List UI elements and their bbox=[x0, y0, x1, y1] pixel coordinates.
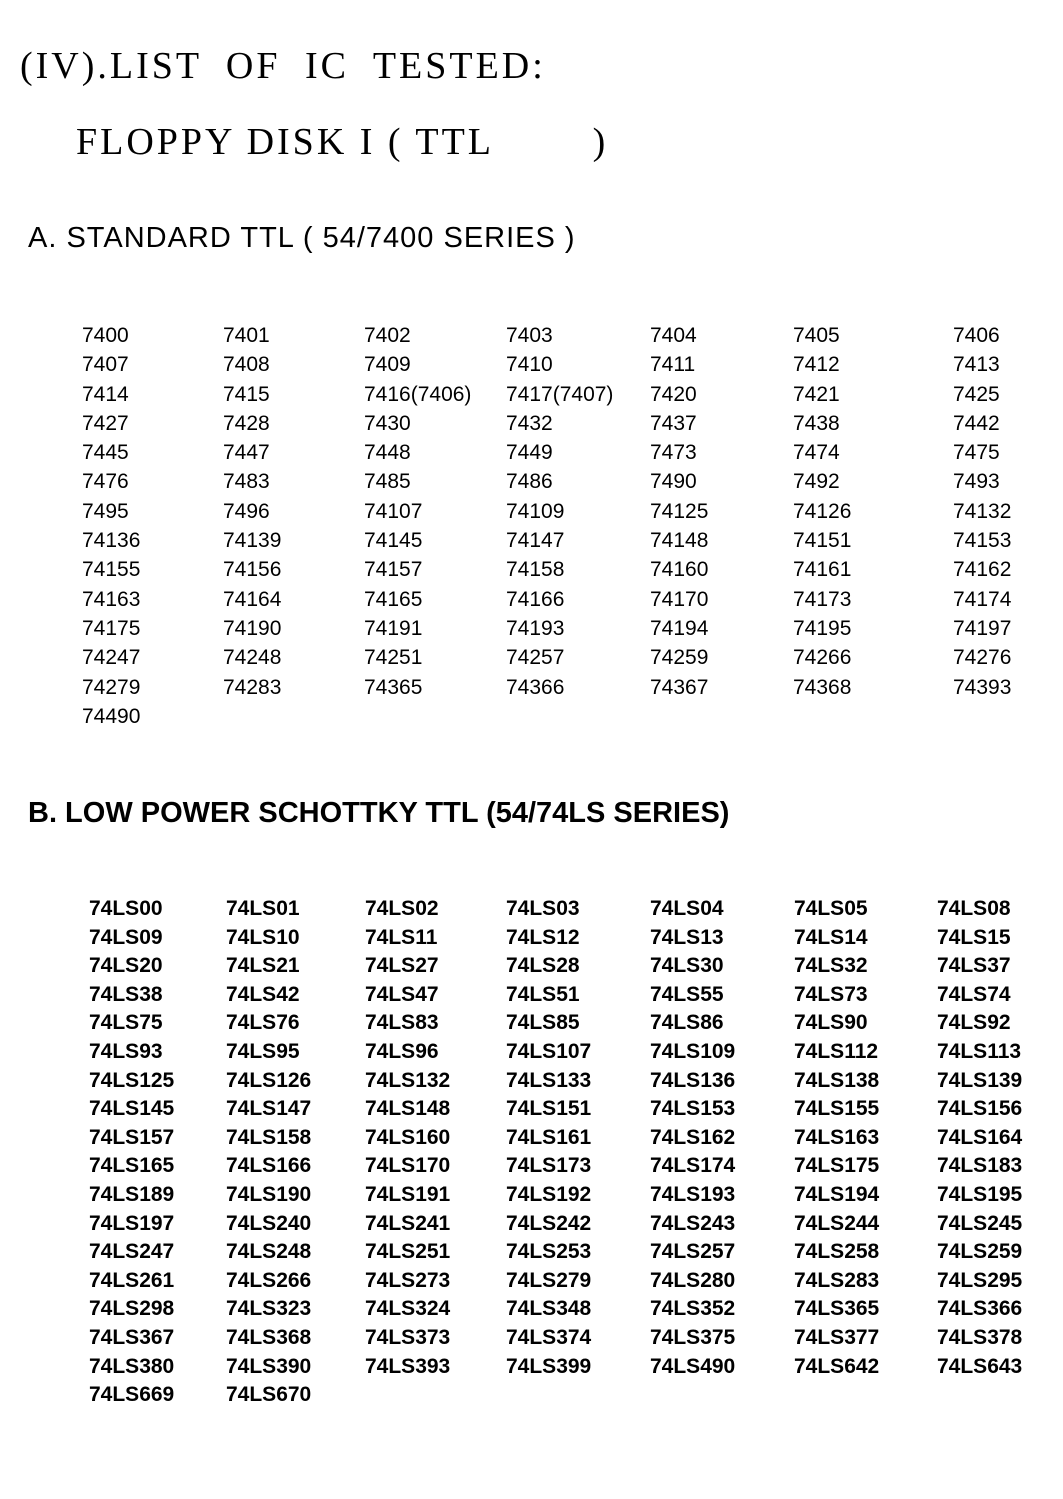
ic-part-number: 74LS86 bbox=[650, 1011, 724, 1035]
ic-part-number: 74LS283 bbox=[794, 1268, 880, 1292]
ic-part-number: 74LS377 bbox=[794, 1325, 880, 1349]
ic-part-number: 7492 bbox=[793, 470, 840, 494]
ic-part-number: 7413 bbox=[953, 353, 1000, 377]
ic-part-number: 74LS14 bbox=[794, 925, 868, 949]
ic-part-number: 74251 bbox=[364, 646, 423, 670]
ic-part-number: 74LS380 bbox=[89, 1354, 175, 1378]
ic-part-number: 74LS248 bbox=[226, 1240, 312, 1264]
ic-part-number: 74191 bbox=[364, 616, 423, 640]
ic-part-number: 74368 bbox=[793, 675, 852, 699]
ic-part-number: 74LS390 bbox=[226, 1354, 312, 1378]
ic-part-number: 7449 bbox=[506, 441, 553, 465]
ic-part-number: 74LS136 bbox=[650, 1068, 736, 1092]
ic-part-number: 74LS352 bbox=[650, 1297, 736, 1321]
ic-part-number: 74160 bbox=[650, 558, 709, 582]
ic-part-number: 7415 bbox=[223, 382, 270, 406]
ic-part-number: 74162 bbox=[953, 558, 1012, 582]
ic-part-number: 7406 bbox=[953, 324, 1000, 347]
ic-part-number: 74LS643 bbox=[937, 1354, 1023, 1378]
ic-part-number: 7496 bbox=[223, 499, 270, 523]
ic-part-number: 7430 bbox=[364, 411, 411, 435]
ic-part-number: 74LS160 bbox=[365, 1125, 451, 1149]
ic-part-number: 74195 bbox=[793, 616, 852, 640]
ic-part-number: 74LS195 bbox=[937, 1182, 1023, 1206]
ic-part-number: 74LS368 bbox=[226, 1325, 312, 1349]
ic-part-number: 74LS10 bbox=[226, 925, 300, 949]
ic-part-number: 74LS09 bbox=[89, 925, 163, 949]
ic-part-number: 74LS170 bbox=[365, 1154, 451, 1178]
ic-part-number: 74157 bbox=[364, 558, 423, 582]
ic-part-number: 74197 bbox=[953, 616, 1012, 640]
ic-part-number: 74LS27 bbox=[365, 954, 439, 978]
ic-part-number: 74LS253 bbox=[506, 1240, 592, 1264]
ic-part-number: 74LS194 bbox=[794, 1182, 880, 1206]
ic-part-number: 7442 bbox=[953, 411, 1000, 435]
ic-part-number: 74276 bbox=[953, 646, 1012, 670]
ic-part-number: 74109 bbox=[506, 499, 565, 523]
ic-part-number: 74170 bbox=[650, 587, 709, 611]
ic-part-number: 7411 bbox=[650, 353, 696, 377]
ic-part-number: 7485 bbox=[364, 470, 411, 494]
ic-part-number: 74LS28 bbox=[506, 954, 580, 978]
ic-part-number: 7473 bbox=[650, 441, 697, 465]
ic-part-number: 74193 bbox=[506, 616, 565, 640]
document-title: (IV).LIST OF IC TESTED: bbox=[20, 45, 546, 87]
ic-part-number: 74LS162 bbox=[650, 1125, 736, 1149]
ic-part-number: 74LS02 bbox=[365, 897, 439, 920]
ic-part-number: 74LS324 bbox=[365, 1297, 451, 1321]
ic-part-number: 74LS13 bbox=[650, 925, 724, 949]
ic-part-number: 74LS139 bbox=[937, 1068, 1023, 1092]
ic-part-number: 74126 bbox=[793, 499, 852, 523]
ic-part-number: 74LS04 bbox=[650, 897, 724, 920]
ic-part-number: 7421 bbox=[793, 382, 840, 406]
ic-part-number: 74LS374 bbox=[506, 1325, 592, 1349]
document-subtitle: FLOPPY DISK I ( TTL ) bbox=[76, 121, 609, 163]
ic-part-number: 7400 bbox=[82, 324, 129, 347]
section-a-ic-list bbox=[82, 322, 1023, 732]
ic-part-number: 74125 bbox=[650, 499, 709, 523]
ic-part-number: 74LS295 bbox=[937, 1268, 1023, 1292]
ic-part-number: 74158 bbox=[506, 558, 565, 582]
ic-part-number: 74367 bbox=[650, 675, 709, 699]
ic-part-number: 74LS83 bbox=[365, 1011, 439, 1035]
ic-part-number: 7414 bbox=[82, 382, 129, 406]
ic-part-number: 74259 bbox=[650, 646, 709, 670]
ic-part-number: 74LS145 bbox=[89, 1097, 175, 1121]
ic-part-number: 74LS73 bbox=[794, 982, 868, 1006]
ic-part-number: 7427 bbox=[82, 411, 129, 435]
ic-part-number: 74LS669 bbox=[89, 1383, 175, 1407]
ic-part-number: 7403 bbox=[506, 324, 553, 347]
ic-part-number: 7425 bbox=[953, 382, 1000, 406]
ic-part-number: 74148 bbox=[650, 529, 709, 553]
ic-part-number: 74LS642 bbox=[794, 1354, 880, 1378]
ic-part-number: 74LS107 bbox=[506, 1039, 592, 1063]
ic-part-number: 7428 bbox=[223, 411, 270, 435]
ic-part-number: 74LS393 bbox=[365, 1354, 451, 1378]
ic-part-number: 74LS166 bbox=[226, 1154, 312, 1178]
ic-part-number: 74LS96 bbox=[365, 1039, 439, 1063]
ic-part-number: 74LS399 bbox=[506, 1354, 592, 1378]
ic-part-number: 74LS76 bbox=[226, 1011, 300, 1035]
ic-part-number: 74LS261 bbox=[89, 1268, 175, 1292]
ic-part-number: 74LS03 bbox=[506, 897, 580, 920]
ic-part-number: 74LS01 bbox=[226, 897, 300, 920]
ic-part-number: 74LS193 bbox=[650, 1182, 736, 1206]
ic-part-number: 7486 bbox=[506, 470, 553, 494]
ic-part-number: 7409 bbox=[364, 353, 411, 377]
ic-part-number: 74LS161 bbox=[506, 1125, 592, 1149]
ic-part-number: 7438 bbox=[793, 411, 840, 435]
ic-part-number: 74365 bbox=[364, 675, 423, 699]
ic-part-number: 74161 bbox=[793, 558, 852, 582]
ic-part-number: 74194 bbox=[650, 616, 709, 640]
ic-part-number: 74LS113 bbox=[937, 1039, 1022, 1063]
ic-part-number: 74LS280 bbox=[650, 1268, 736, 1292]
ic-part-number: 74LS92 bbox=[937, 1011, 1011, 1035]
ic-part-number: 74190 bbox=[223, 616, 282, 640]
ic-part-number: 74LS30 bbox=[650, 954, 724, 978]
ic-part-number: 74145 bbox=[364, 529, 423, 553]
ic-part-number: 7408 bbox=[223, 353, 270, 377]
ic-part-number: 74490 bbox=[82, 704, 141, 728]
ic-part-number: 74LS298 bbox=[89, 1297, 175, 1321]
ic-part-number: 7416(7406) bbox=[364, 382, 472, 406]
ic-part-number: 74LS192 bbox=[506, 1182, 592, 1206]
ic-part-number: 74LS163 bbox=[794, 1125, 880, 1149]
ic-part-number: 74LS138 bbox=[794, 1068, 880, 1092]
ic-part-number: 7474 bbox=[793, 441, 840, 465]
ic-part-number: 74LS323 bbox=[226, 1297, 312, 1321]
ic-part-number: 74LS147 bbox=[226, 1097, 312, 1121]
ic-part-number: 74LS240 bbox=[226, 1211, 312, 1235]
ic-part-number: 74257 bbox=[506, 646, 565, 670]
ic-part-number: 74147 bbox=[506, 529, 565, 553]
ic-part-number: 74LS133 bbox=[506, 1068, 592, 1092]
ic-part-number: 7401 bbox=[223, 324, 270, 347]
ic-part-number: 74139 bbox=[223, 529, 282, 553]
ic-part-number: 74LS93 bbox=[89, 1039, 163, 1063]
ic-part-number: 74164 bbox=[223, 587, 282, 611]
ic-part-number: 74175 bbox=[82, 616, 141, 640]
ic-part-number: 7437 bbox=[650, 411, 697, 435]
ic-part-number: 74LS32 bbox=[794, 954, 868, 978]
ic-part-number: 74366 bbox=[506, 675, 565, 699]
ic-part-number: 74136 bbox=[82, 529, 141, 553]
ic-part-number: 74LS157 bbox=[89, 1125, 175, 1149]
ic-part-number: 74LS156 bbox=[937, 1097, 1023, 1121]
ic-part-number: 74173 bbox=[793, 587, 852, 611]
ic-part-number: 7410 bbox=[506, 353, 553, 377]
ic-part-number: 74LS257 bbox=[650, 1240, 736, 1264]
ic-part-number: 7475 bbox=[953, 441, 1000, 465]
ic-part-number: 74283 bbox=[223, 675, 282, 699]
ic-part-number: 74LS21 bbox=[226, 954, 300, 978]
ic-part-number: 74LS373 bbox=[365, 1325, 451, 1349]
ic-part-number: 74LS112 bbox=[794, 1039, 879, 1063]
ic-part-number: 74247 bbox=[82, 646, 141, 670]
ic-part-number: 74LS244 bbox=[794, 1211, 880, 1235]
ic-part-number: 74LS125 bbox=[89, 1068, 175, 1092]
ic-part-number: 74LS95 bbox=[226, 1039, 300, 1063]
ic-part-number: 74132 bbox=[953, 499, 1012, 523]
ic-part-number: 74LS375 bbox=[650, 1325, 736, 1349]
ic-part-number: 74LS183 bbox=[937, 1154, 1023, 1178]
ic-part-number: 74LS05 bbox=[794, 897, 868, 920]
ic-part-number: 7432 bbox=[506, 411, 553, 435]
ic-part-number: 74107 bbox=[364, 499, 423, 523]
ic-part-number: 74166 bbox=[506, 587, 565, 611]
ic-part-number: 74LS164 bbox=[937, 1125, 1023, 1149]
ic-part-number: 74LS109 bbox=[650, 1039, 736, 1063]
ic-part-number: 74LS165 bbox=[89, 1154, 175, 1178]
ic-part-number: 74165 bbox=[364, 587, 423, 611]
section-b-ic-list bbox=[89, 895, 1027, 1410]
ic-part-number: 74163 bbox=[82, 587, 141, 611]
ic-part-number: 74LS279 bbox=[506, 1268, 592, 1292]
ic-part-number: 7412 bbox=[793, 353, 840, 377]
ic-part-number: 7483 bbox=[223, 470, 270, 494]
ic-part-number: 7448 bbox=[364, 441, 411, 465]
ic-part-number: 74LS151 bbox=[506, 1097, 592, 1121]
ic-part-number: 74279 bbox=[82, 675, 141, 699]
ic-part-number: 74LS241 bbox=[365, 1211, 451, 1235]
ic-part-number: 74LS132 bbox=[365, 1068, 451, 1092]
ic-part-number: 7493 bbox=[953, 470, 1000, 494]
ic-part-number: 74155 bbox=[82, 558, 141, 582]
ic-part-number: 74LS20 bbox=[89, 954, 163, 978]
ic-part-number: 7495 bbox=[82, 499, 129, 523]
ic-part-number: 7447 bbox=[223, 441, 270, 465]
ic-part-number: 7405 bbox=[793, 324, 840, 347]
ic-part-number: 74151 bbox=[793, 529, 852, 553]
ic-part-number: 74156 bbox=[223, 558, 282, 582]
ic-part-number: 74LS378 bbox=[937, 1325, 1023, 1349]
ic-part-number: 74LS75 bbox=[89, 1011, 163, 1035]
ic-part-number: 74LS259 bbox=[937, 1240, 1023, 1264]
ic-part-number: 74LS197 bbox=[89, 1211, 175, 1235]
ic-part-number: 74LS126 bbox=[226, 1068, 312, 1092]
ic-part-number: 7402 bbox=[364, 324, 411, 347]
ic-part-number: 74LS15 bbox=[937, 925, 1011, 949]
ic-part-number: 7407 bbox=[82, 353, 129, 377]
ic-part-number: 74LS348 bbox=[506, 1297, 592, 1321]
ic-part-number: 74153 bbox=[953, 529, 1012, 553]
ic-part-number: 74LS55 bbox=[650, 982, 724, 1006]
ic-part-number: 74LS158 bbox=[226, 1125, 312, 1149]
ic-part-number: 74LS243 bbox=[650, 1211, 736, 1235]
ic-part-number: 74393 bbox=[953, 675, 1012, 699]
ic-part-number: 74LS37 bbox=[937, 954, 1011, 978]
ic-part-number: 74LS365 bbox=[794, 1297, 880, 1321]
ic-part-number: 74LS85 bbox=[506, 1011, 580, 1035]
ic-part-number: 74LS47 bbox=[365, 982, 439, 1006]
ic-part-number: 74LS247 bbox=[89, 1240, 175, 1264]
section-a-heading: A. STANDARD TTL ( 54/7400 SERIES ) bbox=[28, 222, 576, 254]
ic-part-number: 74LS366 bbox=[937, 1297, 1023, 1321]
ic-part-number: 74LS42 bbox=[226, 982, 300, 1006]
ic-part-number: 74LS12 bbox=[506, 925, 580, 949]
ic-part-number: 74LS173 bbox=[506, 1154, 592, 1178]
ic-part-number: 74LS51 bbox=[506, 982, 580, 1006]
ic-part-number: 74LS155 bbox=[794, 1097, 880, 1121]
ic-part-number: 74LS90 bbox=[794, 1011, 868, 1035]
ic-part-number: 74LS273 bbox=[365, 1268, 451, 1292]
ic-part-number: 74LS175 bbox=[794, 1154, 880, 1178]
ic-part-number: 74LS153 bbox=[650, 1097, 736, 1121]
ic-part-number: 74LS74 bbox=[937, 982, 1011, 1006]
ic-part-number: 7445 bbox=[82, 441, 129, 465]
ic-part-number: 74LS11 bbox=[365, 925, 438, 949]
section-b-heading: B. LOW POWER SCHOTTKY TTL (54/74LS SERIES) bbox=[28, 797, 730, 829]
ic-part-number: 74LS38 bbox=[89, 982, 163, 1006]
ic-part-number: 74LS266 bbox=[226, 1268, 312, 1292]
ic-part-number: 74LS367 bbox=[89, 1325, 175, 1349]
ic-part-number: 7404 bbox=[650, 324, 697, 347]
ic-part-number: 74248 bbox=[223, 646, 282, 670]
ic-part-number: 74LS242 bbox=[506, 1211, 592, 1235]
ic-part-number: 74266 bbox=[793, 646, 852, 670]
ic-part-number: 74174 bbox=[953, 587, 1012, 611]
ic-part-number: 7476 bbox=[82, 470, 129, 494]
ic-part-number: 74LS251 bbox=[365, 1240, 451, 1264]
ic-part-number: 74LS174 bbox=[650, 1154, 736, 1178]
ic-part-number: 74LS191 bbox=[365, 1182, 451, 1206]
ic-part-number: 74LS08 bbox=[937, 897, 1011, 920]
ic-part-number: 7490 bbox=[650, 470, 697, 494]
ic-part-number: 7417(7407) bbox=[506, 382, 614, 406]
ic-part-number: 7420 bbox=[650, 382, 697, 406]
ic-part-number: 74LS189 bbox=[89, 1182, 175, 1206]
ic-part-number: 74LS148 bbox=[365, 1097, 451, 1121]
ic-part-number: 74LS490 bbox=[650, 1354, 736, 1378]
ic-part-number: 74LS670 bbox=[226, 1383, 312, 1407]
ic-part-number: 74LS258 bbox=[794, 1240, 880, 1264]
ic-part-number: 74LS245 bbox=[937, 1211, 1023, 1235]
ic-part-number: 74LS190 bbox=[226, 1182, 312, 1206]
ic-part-number: 74LS00 bbox=[89, 897, 163, 920]
